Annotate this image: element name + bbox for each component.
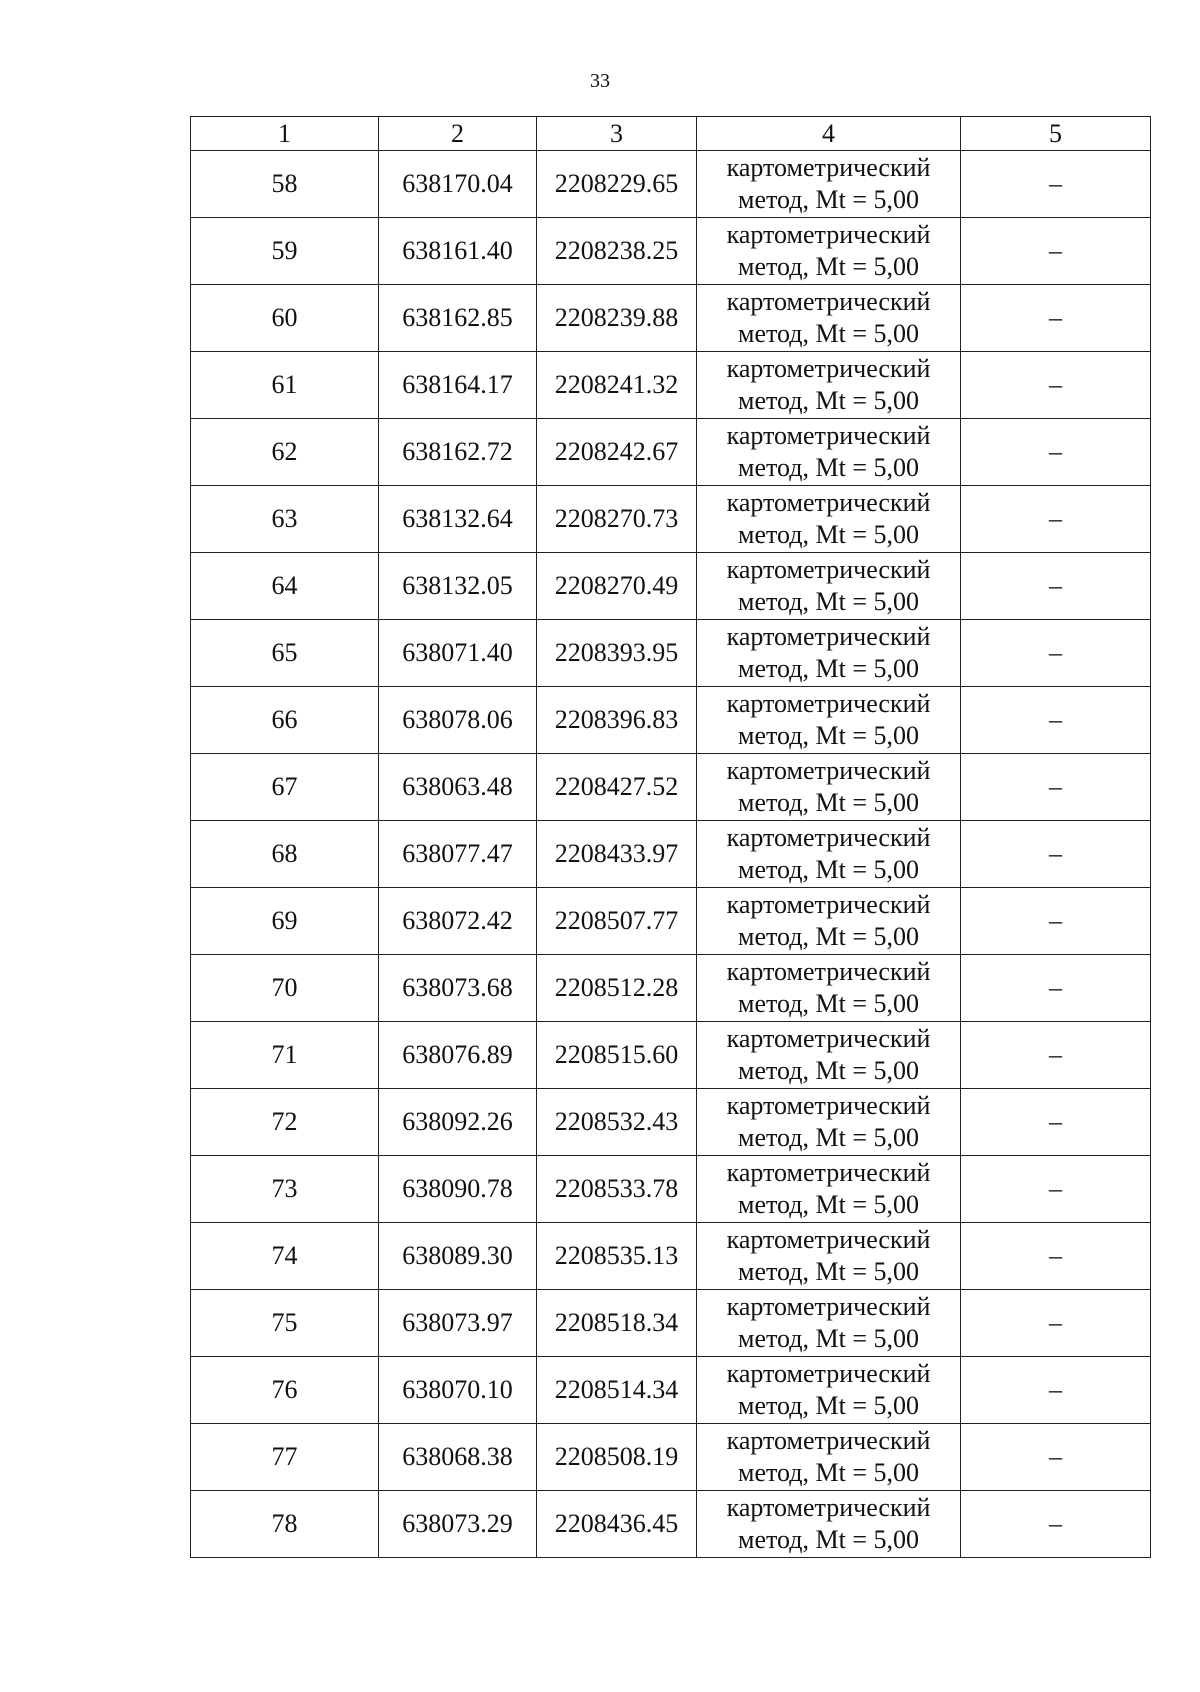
method-cell: [697, 888, 961, 955]
table-row: [191, 620, 1151, 687]
method-cell: [697, 553, 961, 620]
x-coordinate-cell: 638162.85: [379, 285, 537, 352]
note-cell: –: [961, 1089, 1151, 1156]
point-number-cell: 62: [191, 419, 379, 486]
table-row: [191, 285, 1151, 352]
y-coordinate-cell: 2208242.67: [537, 419, 697, 486]
method-line-2: метод, Mt = 5,00: [738, 185, 919, 214]
method-line-1: картометрический: [726, 622, 931, 651]
method-line-1: картометрический: [726, 1158, 931, 1187]
method-line-2: метод, Mt = 5,00: [738, 788, 919, 817]
table-row: [191, 1491, 1151, 1558]
point-number-cell: 61: [191, 352, 379, 419]
x-coordinate-cell: 638089.30: [379, 1223, 537, 1290]
method-line-2: метод, Mt = 5,00: [738, 520, 919, 549]
note-cell: –: [961, 1357, 1151, 1424]
table-row: [191, 486, 1151, 553]
method-line-2: метод, Mt = 5,00: [738, 1525, 919, 1554]
note-cell: –: [961, 419, 1151, 486]
method-cell: [697, 754, 961, 821]
point-number-cell: 58: [191, 151, 379, 218]
method-line-2: метод, Mt = 5,00: [738, 587, 919, 616]
y-coordinate-cell: 2208507.77: [537, 888, 697, 955]
y-coordinate-cell: 2208515.60: [537, 1022, 697, 1089]
point-number-cell: 69: [191, 888, 379, 955]
y-coordinate-cell: 2208518.34: [537, 1290, 697, 1357]
method-cell: [697, 1491, 961, 1558]
y-coordinate-cell: 2208436.45: [537, 1491, 697, 1558]
note-cell: –: [961, 687, 1151, 754]
method-line-2: метод, Mt = 5,00: [738, 1391, 919, 1420]
method-cell: [697, 955, 961, 1022]
method-cell: [697, 1089, 961, 1156]
method-line-1: картометрический: [726, 220, 931, 249]
note-cell: –: [961, 754, 1151, 821]
x-coordinate-cell: 638073.97: [379, 1290, 537, 1357]
point-number-cell: 63: [191, 486, 379, 553]
method-line-1: картометрический: [726, 1024, 931, 1053]
method-cell: [697, 1290, 961, 1357]
method-cell: [697, 218, 961, 285]
method-line-1: картометрический: [726, 488, 931, 517]
y-coordinate-cell: 2208229.65: [537, 151, 697, 218]
x-coordinate-cell: 638161.40: [379, 218, 537, 285]
note-cell: –: [961, 821, 1151, 888]
method-cell: [697, 1156, 961, 1223]
method-cell: [697, 486, 961, 553]
note-cell: –: [961, 888, 1151, 955]
y-coordinate-cell: 2208533.78: [537, 1156, 697, 1223]
method-cell: [697, 151, 961, 218]
note-cell: –: [961, 151, 1151, 218]
method-line-1: картометрический: [726, 354, 931, 383]
method-line-1: картометрический: [726, 1091, 931, 1120]
method-cell: [697, 1022, 961, 1089]
method-line-1: картометрический: [726, 1225, 931, 1254]
table-row: [191, 151, 1151, 218]
table-row: [191, 1089, 1151, 1156]
method-cell: [697, 419, 961, 486]
page-number: 33: [590, 70, 610, 92]
method-line-2: метод, Mt = 5,00: [738, 319, 919, 348]
table-row: [191, 218, 1151, 285]
method-line-2: метод, Mt = 5,00: [738, 1458, 919, 1487]
method-line-2: метод, Mt = 5,00: [738, 1324, 919, 1353]
y-coordinate-cell: 2208433.97: [537, 821, 697, 888]
point-number-cell: 59: [191, 218, 379, 285]
y-coordinate-cell: 2208393.95: [537, 620, 697, 687]
point-number-cell: 76: [191, 1357, 379, 1424]
method-line-1: картометрический: [726, 957, 931, 986]
method-line-1: картометрический: [726, 756, 931, 785]
point-number-cell: 65: [191, 620, 379, 687]
method-line-2: метод, Mt = 5,00: [738, 1123, 919, 1152]
method-cell: [697, 285, 961, 352]
point-number-cell: 68: [191, 821, 379, 888]
point-number-cell: 73: [191, 1156, 379, 1223]
method-line-2: метод, Mt = 5,00: [738, 989, 919, 1018]
x-coordinate-cell: 638073.29: [379, 1491, 537, 1558]
x-coordinate-cell: 638068.38: [379, 1424, 537, 1491]
method-line-1: картометрический: [726, 555, 931, 584]
table-header-row: [191, 117, 1151, 151]
method-line-2: метод, Mt = 5,00: [738, 654, 919, 683]
method-line-2: метод, Mt = 5,00: [738, 1190, 919, 1219]
method-cell: [697, 1357, 961, 1424]
table-row: [191, 352, 1151, 419]
table-row: [191, 1156, 1151, 1223]
point-number-cell: 70: [191, 955, 379, 1022]
method-line-1: картометрический: [726, 1359, 931, 1388]
method-line-1: картометрический: [726, 890, 931, 919]
table-row: [191, 553, 1151, 620]
column-header: 4: [697, 117, 961, 151]
x-coordinate-cell: 638076.89: [379, 1022, 537, 1089]
x-coordinate-cell: 638070.10: [379, 1357, 537, 1424]
x-coordinate-cell: 638092.26: [379, 1089, 537, 1156]
y-coordinate-cell: 2208241.32: [537, 352, 697, 419]
column-header: 5: [961, 117, 1151, 151]
method-line-1: картометрический: [726, 287, 931, 316]
column-header: 3: [537, 117, 697, 151]
note-cell: –: [961, 1156, 1151, 1223]
method-line-2: метод, Mt = 5,00: [738, 386, 919, 415]
method-cell: [697, 821, 961, 888]
method-line-2: метод, Mt = 5,00: [738, 1257, 919, 1286]
x-coordinate-cell: 638063.48: [379, 754, 537, 821]
x-coordinate-cell: 638078.06: [379, 687, 537, 754]
point-number-cell: 64: [191, 553, 379, 620]
table-row: [191, 754, 1151, 821]
table-row: [191, 1022, 1151, 1089]
y-coordinate-cell: 2208508.19: [537, 1424, 697, 1491]
point-number-cell: 60: [191, 285, 379, 352]
note-cell: –: [961, 285, 1151, 352]
table-row: [191, 888, 1151, 955]
point-number-cell: 71: [191, 1022, 379, 1089]
coordinates-table: [190, 116, 1151, 1558]
note-cell: –: [961, 486, 1151, 553]
x-coordinate-cell: 638071.40: [379, 620, 537, 687]
y-coordinate-cell: 2208535.13: [537, 1223, 697, 1290]
x-coordinate-cell: 638090.78: [379, 1156, 537, 1223]
method-line-2: метод, Mt = 5,00: [738, 252, 919, 281]
point-number-cell: 74: [191, 1223, 379, 1290]
method-line-1: картометрический: [726, 1292, 931, 1321]
y-coordinate-cell: 2208532.43: [537, 1089, 697, 1156]
y-coordinate-cell: 2208239.88: [537, 285, 697, 352]
column-header: 2: [379, 117, 537, 151]
y-coordinate-cell: 2208512.28: [537, 955, 697, 1022]
table-row: [191, 955, 1151, 1022]
note-cell: –: [961, 218, 1151, 285]
table-row: [191, 821, 1151, 888]
y-coordinate-cell: 2208238.25: [537, 218, 697, 285]
note-cell: –: [961, 1223, 1151, 1290]
y-coordinate-cell: 2208270.73: [537, 486, 697, 553]
method-line-1: картометрический: [726, 1426, 931, 1455]
note-cell: –: [961, 955, 1151, 1022]
table-body: [191, 151, 1151, 1558]
point-number-cell: 78: [191, 1491, 379, 1558]
method-line-2: метод, Mt = 5,00: [738, 855, 919, 884]
y-coordinate-cell: 2208396.83: [537, 687, 697, 754]
table-row: [191, 1223, 1151, 1290]
note-cell: –: [961, 1290, 1151, 1357]
method-line-1: картометрический: [726, 689, 931, 718]
method-line-2: метод, Mt = 5,00: [738, 453, 919, 482]
note-cell: –: [961, 1491, 1151, 1558]
x-coordinate-cell: 638073.68: [379, 955, 537, 1022]
method-cell: [697, 352, 961, 419]
x-coordinate-cell: 638164.17: [379, 352, 537, 419]
method-line-2: метод, Mt = 5,00: [738, 922, 919, 951]
point-number-cell: 72: [191, 1089, 379, 1156]
method-line-1: картометрический: [726, 421, 931, 450]
point-number-cell: 77: [191, 1424, 379, 1491]
x-coordinate-cell: 638072.42: [379, 888, 537, 955]
y-coordinate-cell: 2208514.34: [537, 1357, 697, 1424]
note-cell: –: [961, 352, 1151, 419]
table-row: [191, 687, 1151, 754]
x-coordinate-cell: 638132.05: [379, 553, 537, 620]
table-row: [191, 1424, 1151, 1491]
x-coordinate-cell: 638162.72: [379, 419, 537, 486]
x-coordinate-cell: 638077.47: [379, 821, 537, 888]
x-coordinate-cell: 638170.04: [379, 151, 537, 218]
method-line-1: картометрический: [726, 1493, 931, 1522]
table-row: [191, 419, 1151, 486]
point-number-cell: 75: [191, 1290, 379, 1357]
note-cell: –: [961, 1022, 1151, 1089]
note-cell: –: [961, 1424, 1151, 1491]
note-cell: –: [961, 553, 1151, 620]
method-cell: [697, 687, 961, 754]
note-cell: –: [961, 620, 1151, 687]
method-line-1: картометрический: [726, 823, 931, 852]
y-coordinate-cell: 2208270.49: [537, 553, 697, 620]
method-cell: [697, 620, 961, 687]
y-coordinate-cell: 2208427.52: [537, 754, 697, 821]
method-cell: [697, 1424, 961, 1491]
table-row: [191, 1357, 1151, 1424]
point-number-cell: 66: [191, 687, 379, 754]
table-row: [191, 1290, 1151, 1357]
method-line-2: метод, Mt = 5,00: [738, 1056, 919, 1085]
method-cell: [697, 1223, 961, 1290]
x-coordinate-cell: 638132.64: [379, 486, 537, 553]
point-number-cell: 67: [191, 754, 379, 821]
column-header: 1: [191, 117, 379, 151]
method-line-1: картометрический: [726, 153, 931, 182]
method-line-2: метод, Mt = 5,00: [738, 721, 919, 750]
